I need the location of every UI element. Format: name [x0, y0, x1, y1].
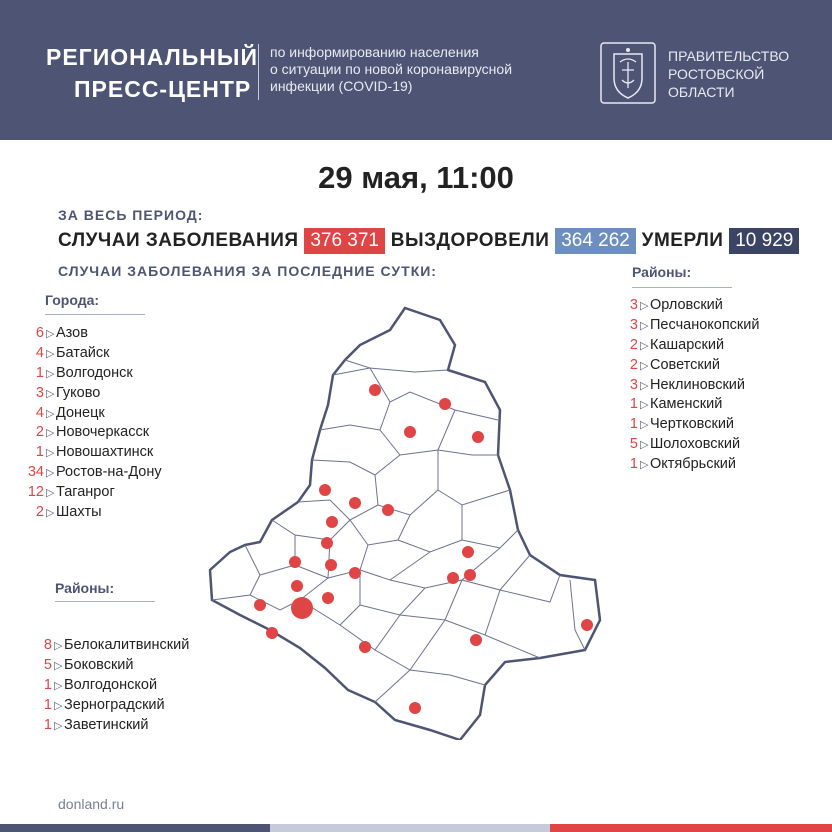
districts-right-title-underline — [632, 287, 732, 288]
header-description — [270, 44, 570, 95]
districts-right-list — [628, 296, 759, 475]
region-map — [200, 290, 640, 740]
triangle-arrow-icon: ▷ — [54, 699, 63, 712]
case-marker — [349, 497, 361, 509]
case-count: 1 — [43, 676, 52, 693]
list-item — [22, 503, 162, 523]
triangle-arrow-icon: ▷ — [46, 507, 55, 520]
gov-line2: РОСТОВСКОЙ — [668, 66, 765, 82]
report-date: 29 мая, 11:00 — [318, 160, 514, 195]
list-item — [628, 395, 759, 415]
triangle-arrow-icon: ▷ — [640, 359, 649, 372]
deaths-value-badge: 10 929 — [729, 228, 799, 254]
triangle-arrow-icon: ▷ — [640, 399, 649, 412]
case-count: 4 — [35, 344, 44, 361]
place-name: Шолоховский — [650, 436, 741, 453]
case-count: 2 — [35, 424, 44, 441]
case-marker — [289, 556, 301, 568]
case-marker — [464, 569, 476, 581]
triangle-arrow-icon: ▷ — [46, 447, 55, 460]
triangle-arrow-icon: ▷ — [640, 419, 649, 432]
districts-left-list — [30, 636, 189, 735]
place-name: Зерноградский — [64, 696, 165, 713]
list-item — [628, 296, 759, 316]
place-name: Новочеркасск — [56, 424, 150, 441]
case-marker — [472, 431, 484, 443]
case-count: 1 — [43, 716, 52, 733]
place-name: Кашарский — [650, 336, 725, 353]
triangle-arrow-icon: ▷ — [640, 439, 649, 452]
recovered-value-badge: 364 262 — [555, 228, 636, 254]
case-count: 1 — [35, 444, 44, 461]
triangle-arrow-icon: ▷ — [46, 487, 55, 500]
districts-left-title-underline — [55, 601, 155, 602]
deaths-label: УМЕРЛИ — [641, 230, 724, 251]
place-name: Заветинский — [64, 716, 149, 733]
case-marker — [319, 484, 331, 496]
footer-bar-navy — [0, 824, 270, 832]
header-desc-line1: по информированию населения — [270, 44, 479, 60]
place-name: Донецк — [56, 404, 105, 421]
case-marker — [462, 546, 474, 558]
case-count: 1 — [629, 396, 638, 413]
list-item — [22, 463, 162, 483]
triangle-arrow-icon: ▷ — [46, 467, 55, 480]
triangle-arrow-icon: ▷ — [46, 407, 55, 420]
press-center-title-line2: ПРЕСС-ЦЕНТР — [74, 76, 252, 102]
case-count: 4 — [35, 404, 44, 421]
case-marker — [439, 398, 451, 410]
header-divider — [258, 44, 259, 100]
place-name: Неклиновский — [650, 376, 746, 393]
case-count: 1 — [629, 456, 638, 473]
list-item — [628, 356, 759, 376]
case-count: 2 — [629, 356, 638, 373]
case-marker — [325, 559, 337, 571]
header-desc-line3: инфекции (COVID-19) — [270, 78, 413, 94]
list-item — [22, 404, 162, 424]
footer-bar-red — [550, 824, 832, 832]
case-marker — [322, 592, 334, 604]
place-name: Азов — [56, 325, 88, 341]
case-marker — [266, 627, 278, 639]
press-center-title-line1: РЕГИОНАЛЬНЫЙ — [46, 44, 258, 70]
case-count: 8 — [43, 637, 52, 653]
place-name: Волгодонск — [56, 364, 133, 381]
list-item — [628, 376, 759, 396]
triangle-arrow-icon: ▷ — [640, 319, 649, 332]
place-name: Орловский — [650, 297, 723, 313]
case-count: 3 — [629, 376, 638, 393]
case-count: 3 — [629, 297, 638, 313]
case-count: 12 — [27, 484, 44, 501]
case-count: 5 — [43, 656, 52, 673]
cities-list — [22, 324, 162, 523]
list-item — [30, 636, 189, 656]
list-item — [22, 324, 162, 344]
totals-row — [58, 228, 799, 256]
list-item — [628, 415, 759, 435]
government-name — [668, 47, 789, 101]
case-count: 1 — [629, 416, 638, 433]
triangle-arrow-icon: ▷ — [54, 679, 63, 692]
place-name: Октябрьский — [650, 456, 736, 473]
case-count: 1 — [43, 696, 52, 713]
list-item — [22, 344, 162, 364]
place-name: Советский — [650, 356, 720, 373]
place-name: Чертковский — [650, 416, 735, 433]
place-name: Волгодонской — [64, 676, 158, 693]
list-item — [628, 336, 759, 356]
case-marker — [291, 580, 303, 592]
list-item — [30, 696, 189, 716]
cities-title-underline — [45, 314, 145, 315]
list-item — [628, 435, 759, 455]
cities-title: Города: — [45, 292, 100, 308]
case-marker — [321, 537, 333, 549]
place-name: Песчанокопский — [650, 316, 760, 333]
cases-value-badge: 376 371 — [304, 228, 385, 254]
triangle-arrow-icon: ▷ — [46, 367, 55, 380]
case-marker — [326, 516, 338, 528]
triangle-arrow-icon: ▷ — [46, 347, 55, 360]
gov-line1: ПРАВИТЕЛЬСТВО — [668, 48, 790, 64]
case-count: 3 — [35, 384, 44, 401]
districts-left-title: Районы: — [55, 580, 115, 596]
case-marker — [470, 634, 482, 646]
triangle-arrow-icon: ▷ — [46, 328, 55, 340]
case-marker — [359, 641, 371, 653]
list-item — [22, 443, 162, 463]
place-name: Боковский — [64, 656, 134, 673]
place-name: Таганрог — [56, 484, 115, 501]
place-name: Гуково — [56, 384, 101, 401]
gov-line3: ОБЛАСТИ — [668, 84, 735, 100]
triangle-arrow-icon: ▷ — [54, 659, 63, 672]
header-banner — [0, 0, 832, 140]
triangle-arrow-icon: ▷ — [54, 640, 63, 652]
list-item — [30, 716, 189, 736]
header-desc-line2: о ситуации по новой коронавирусной — [270, 61, 513, 77]
triangle-arrow-icon: ▷ — [640, 459, 649, 472]
place-name: Батайск — [56, 344, 110, 361]
case-marker-large — [291, 597, 313, 619]
list-item — [628, 316, 759, 336]
case-count: 2 — [629, 336, 638, 353]
place-name: Шахты — [56, 504, 102, 521]
place-name: Белокалитвинский — [64, 637, 190, 653]
case-count: 5 — [629, 436, 638, 453]
recovered-label: ВЫЗДОРОВЕЛИ — [390, 230, 550, 251]
list-item — [22, 364, 162, 384]
cases-label: СЛУЧАИ ЗАБОЛЕВАНИЯ — [58, 230, 299, 251]
place-name: Каменский — [650, 396, 723, 413]
place-name: Новошахтинск — [56, 444, 154, 461]
case-count: 1 — [35, 364, 44, 381]
list-item — [22, 384, 162, 404]
list-item — [30, 656, 189, 676]
triangle-arrow-icon: ▷ — [46, 387, 55, 400]
case-marker — [404, 426, 416, 438]
rostov-crest-icon — [600, 42, 656, 104]
case-marker — [254, 599, 266, 611]
case-count: 3 — [629, 316, 638, 333]
case-marker — [369, 384, 381, 396]
triangle-arrow-icon: ▷ — [640, 300, 649, 312]
daily-cases-label: СЛУЧАИ ЗАБОЛЕВАНИЯ ЗА ПОСЛЕДНИЕ СУТКИ: — [58, 263, 437, 279]
list-item — [22, 483, 162, 503]
list-item — [22, 423, 162, 443]
districts-right-title: Районы: — [632, 264, 692, 280]
case-count: 6 — [35, 325, 44, 341]
case-marker — [447, 572, 459, 584]
period-label: ЗА ВЕСЬ ПЕРИОД: — [58, 207, 204, 223]
triangle-arrow-icon: ▷ — [46, 427, 55, 440]
case-marker — [581, 619, 593, 631]
case-marker — [382, 504, 394, 516]
case-marker — [409, 702, 421, 714]
list-item — [628, 455, 759, 475]
case-marker — [349, 567, 361, 579]
place-name: Ростов-на-Дону — [56, 464, 162, 481]
case-count: 34 — [27, 464, 44, 481]
triangle-arrow-icon: ▷ — [54, 719, 63, 732]
case-count: 2 — [35, 504, 44, 521]
footer-bar-light — [270, 824, 550, 832]
triangle-arrow-icon: ▷ — [640, 379, 649, 392]
triangle-arrow-icon: ▷ — [640, 339, 649, 352]
list-item — [30, 676, 189, 696]
footer-url: donland.ru — [58, 796, 125, 812]
